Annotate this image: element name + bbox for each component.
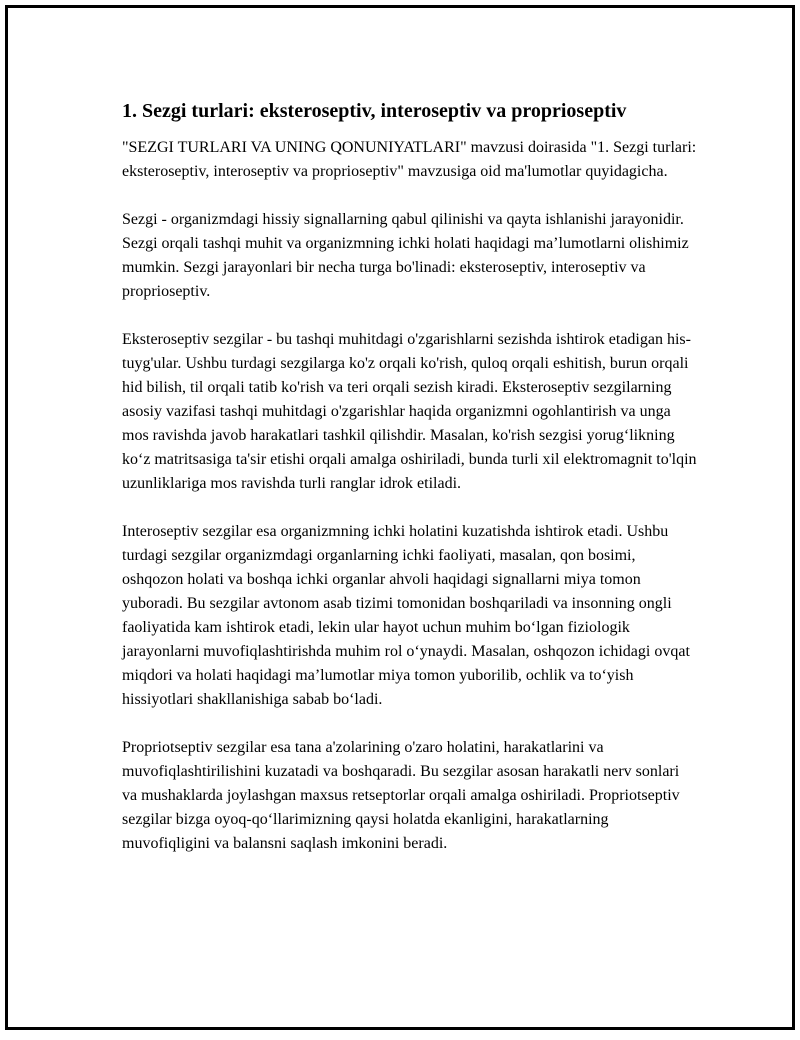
paragraph-exteroceptive: Eksteroseptiv sezgilar - bu tashqi muhitdagi o'zgarishlarni sezishda ishtirok etadigan his-tuyg'ular. Ushbu turdagi sezgilarga ko'z orqali ko'rish, quloq orqali eshitish, burun orqali hid bilish, til orqali tatib ko'rish va teri orqali sezish kiradi. Eksteroseptiv sezgilarning asosiy vazifasi tashqi muhitdagi o'zgarishlar haqida organizmni ogohlantirish va unga mos ravishda javob harakatlari tashkil qilishdir. Masalan, ko'rish sezgisi yorug‘likning ko‘z matritsasiga ta'sir etishi orqali amalga oshiriladi, bunda turli xil elektromagnit to'lqin uzunliklariga mos ravishda turli ranglar idrok etiladi. bbox=[122, 331, 697, 492]
paragraph-interoceptive: Interoseptiv sezgilar esa organizmning ichki holatini kuzatishda ishtirok etadi. Ushbu turdagi sezgilar organizmdagi organlarning ichki faoliyati, masalan, qon bosimi, oshqozon holati va boshqa ichki organlar ahvoli haqidagi signallarni miya tomon yuboradi. Bu sezgilar avtonom asab tizimi tomonidan boshqariladi va insonning ongli faoliyatida kam ishtirok etadi, lekin ular hayot uchun muhim bo‘lgan fiziologik jarayonlarni muvofiqlashtirishda muhim rol o‘ynaydi. Masalan, oshqozon ichidagi ovqat miqdori va holati haqidagi ma’lumotlar miya tomon yuborilib, ochlik va to‘yish hissiyotlari shakllanishiga sabab bo‘ladi. bbox=[122, 523, 690, 708]
document-page bbox=[5, 5, 795, 1030]
document-body bbox=[122, 98, 697, 880]
paragraph-proprioceptive: Propriotseptiv sezgilar esa tana a'zolarining o'zaro holatini, harakatlarini va muvofiqlashtirilishini kuzatadi va boshqaradi. Bu sezgilar asosan harakatli nerv sonlari va mushaklarda joylashgan maxsus retseptorlar orqali amalga oshiriladi. Propriotseptiv sezgilar bizga oyoq-qo‘llarimizning qaysi holatda ekanligini, harakatlarning muvofiqligini va balansni saqlash imkonini beradi. bbox=[122, 739, 680, 852]
paragraph-definition: Sezgi - organizmdagi hissiy signallarning qabul qilinishi va qayta ishlanishi jarayonidir. Sezgi orqali tashqi muhit va organizmning ichki holati haqidagi ma’lumotlarni olishimiz mumkin. Sezgi jarayonlari bir necha turga bo'linadi: eksteroseptiv, interoseptiv va proprioseptiv. bbox=[122, 211, 689, 300]
paragraph-intro: "SEZGI TURLARI VA UNING QONUNIYATLARI" mavzusi doirasida "1. Sezgi turlari: eksteroseptiv, interoseptiv va proprioseptiv" mavzusiga oid ma'lumotlar quyidagicha. bbox=[122, 139, 697, 180]
document-title: 1. Sezgi turlari: eksteroseptiv, interoseptiv va proprioseptiv bbox=[122, 100, 627, 122]
